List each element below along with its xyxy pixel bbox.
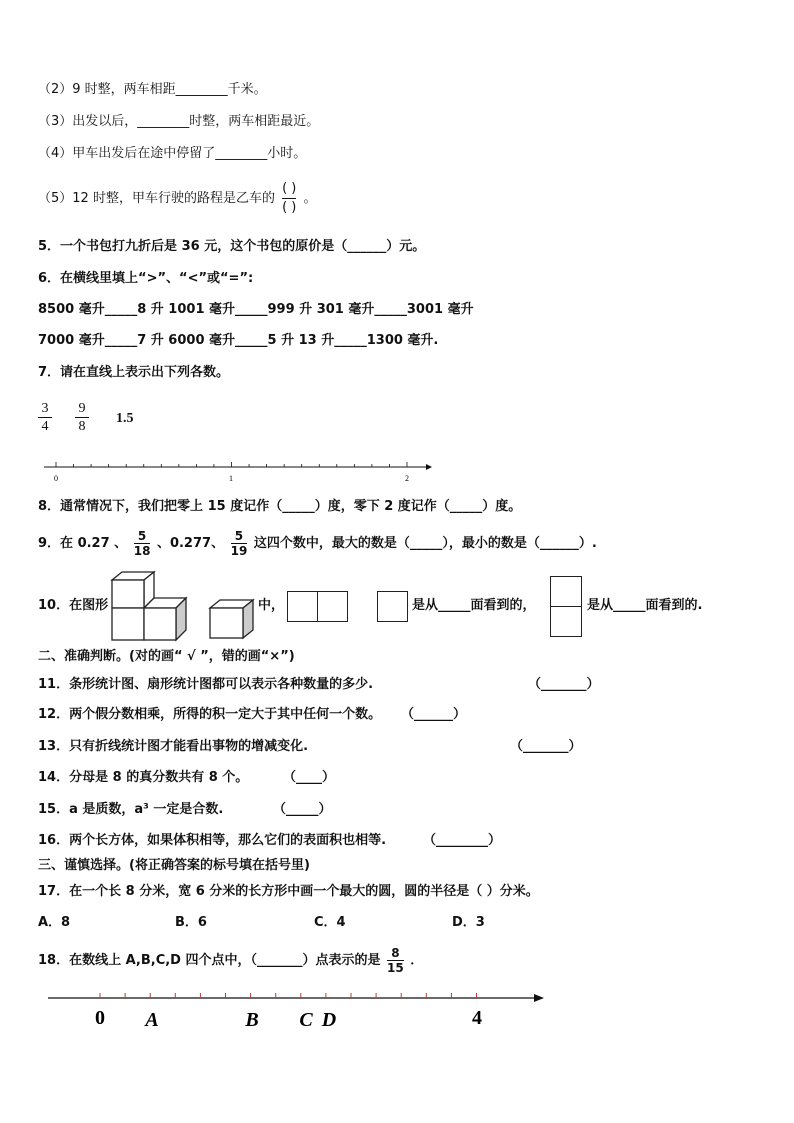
q9-fraction-5-19 — [231, 529, 248, 558]
section-3-title: 三、谨慎选择。(将正确答案的标号填在括号里) — [38, 858, 310, 873]
question-15: 15．a 是质数，a³ 一定是合数. — [38, 802, 224, 817]
question-11-answer-blank: （_______） — [528, 677, 600, 692]
question-11: 11．条形统计图、扇形统计图都可以表示各种数量的多少. — [38, 677, 374, 692]
question-12: 12．两个假分数相乘，所得的积一定大于其中任何一个数。 — [38, 707, 382, 722]
q18-label-d: D — [321, 1009, 337, 1031]
q10-view-1-question: 是从_____面看到的， — [412, 598, 536, 613]
q17-option-a: A．8 — [38, 915, 71, 930]
q4-part5-fraction — [282, 180, 296, 217]
q7-fraction-3-4 — [38, 400, 52, 435]
q7-axis-arrow — [426, 464, 432, 470]
q9-fraction-5-18 — [134, 529, 151, 558]
q9-fraction-1-numerator: 5 — [134, 529, 151, 544]
q18-text-end: ． — [410, 953, 424, 968]
q7-tick-label-0: 0 — [54, 474, 58, 483]
q18-number-line — [44, 988, 554, 1038]
section-2-title: 二、准确判断。(对的画“ √ ”，错的画“×”) — [38, 649, 295, 664]
q18-label-4: 4 — [472, 1007, 482, 1029]
question-5: 5．一个书包打九折后是 36 元，这个书包的原价是（______）元。 — [38, 239, 426, 254]
q9-fraction-1-denominator: 18 — [133, 544, 151, 558]
q9-fraction-2-denominator: 19 — [230, 544, 248, 558]
q10-view-two-squares-left — [287, 591, 318, 622]
q4-part3: （3）出发以后，________时整，两车相距最近。 — [38, 114, 320, 129]
q10-view-two-squares-right — [317, 591, 348, 622]
question-14: 14．分母是 8 的真分数共有 8 个。 — [38, 770, 249, 785]
q10-text-start: 10．在图形 — [38, 598, 109, 613]
q18-label-0: 0 — [95, 1007, 105, 1029]
question-13-answer-blank: （_______） — [510, 739, 582, 754]
question-6-row-1: 8500 毫升_____8 升 1001 毫升_____999 升 301 毫升_____3001 毫升 — [38, 302, 474, 317]
q4-part5 — [38, 180, 317, 218]
q4-part5-denominator: ( ) — [282, 200, 297, 215]
q9-fraction-2-numerator: 5 — [231, 529, 248, 544]
question-9 — [38, 528, 597, 560]
q4-part5-text: （5）12 时整，甲车行驶的路程是乙车的 — [38, 191, 275, 206]
q10-view-2-question: 是从_____面看到的. — [587, 598, 703, 613]
q7-tick-label-1: 1 — [229, 474, 233, 483]
q18-axis-arrow — [534, 994, 544, 1002]
q17-option-b: B．6 — [175, 915, 207, 930]
question-6-row-2: 7000 毫升_____7 升 6000 毫升_____5 升 13 升_____1300 毫升. — [38, 333, 439, 348]
q4-part5-numerator: ( ) — [282, 180, 296, 199]
q10-view-stacked-bottom — [550, 606, 582, 637]
question-13: 13．只有折线统计图才能看出事物的增减变化. — [38, 739, 309, 754]
q7-fraction-2-denominator: 8 — [75, 417, 89, 435]
q7-fraction-9-8 — [75, 400, 89, 435]
question-14-answer-blank: （____） — [283, 770, 336, 785]
q7-fraction-2-numerator: 9 — [78, 401, 86, 416]
q9-text-middle: 、0.277、 — [156, 536, 225, 551]
question-18 — [38, 944, 423, 978]
q9-text-start: 9．在 0.27 、 — [38, 536, 128, 551]
q7-fraction-1-numerator: 3 — [41, 401, 49, 416]
question-6-title: 6．在横线里填上“>”、“<”或“=”: — [38, 271, 254, 286]
q4-part4: （4）甲车出发后在途中停留了________小时。 — [38, 146, 307, 161]
q18-fraction-denominator: 15 — [387, 961, 404, 975]
question-12-answer-blank: （______） — [401, 707, 467, 722]
q10-figure-single-cube — [207, 598, 257, 642]
q4-part5-end: 。 — [303, 191, 317, 206]
q18-label-a: A — [145, 1009, 159, 1031]
q7-fraction-1-denominator: 4 — [38, 417, 52, 435]
q7-tick-label-2: 2 — [405, 474, 409, 483]
q18-fraction-8-15 — [387, 946, 404, 975]
q17-option-c: C．4 — [314, 915, 346, 930]
question-17: 17．在一个长 8 分米，宽 6 分米的长方形中画一个最大的圆，圆的半径是（ ）分米。 — [38, 884, 539, 899]
q10-view-one-square — [377, 591, 408, 622]
q18-fraction-numerator: 8 — [387, 946, 404, 961]
q7-decimal: 1.5 — [116, 411, 134, 426]
question-7-title: 7．请在直线上表示出下列各数。 — [38, 365, 230, 380]
question-16: 16．两个长方体，如果体积相等，那么它们的表面积也相等. — [38, 833, 387, 848]
q18-text: 18．在数线上 A,B,C,D 四个点中，（_______）点表示的是 — [38, 953, 381, 968]
q10-figure-stacked-cubes — [110, 570, 190, 642]
q17-option-d: D．3 — [452, 915, 485, 930]
q9-text-end: 这四个数中，最大的数是（_____），最小的数是（______）. — [253, 536, 597, 551]
q7-number-line — [38, 455, 438, 485]
question-8: 8．通常情况下，我们把零上 15 度记作（_____）度，零下 2 度记作（_____）度。 — [38, 499, 522, 514]
q4-part2: （2）9 时整，两车相距________千米。 — [38, 82, 267, 97]
q10-text-zhong: 中， — [258, 598, 285, 613]
q18-label-b: B — [245, 1009, 259, 1031]
question-16-answer-blank: （________） — [423, 833, 502, 848]
question-15-answer-blank: （_____） — [273, 802, 332, 817]
q18-label-c: C — [299, 1009, 313, 1031]
q10-view-stacked-top — [550, 576, 582, 607]
